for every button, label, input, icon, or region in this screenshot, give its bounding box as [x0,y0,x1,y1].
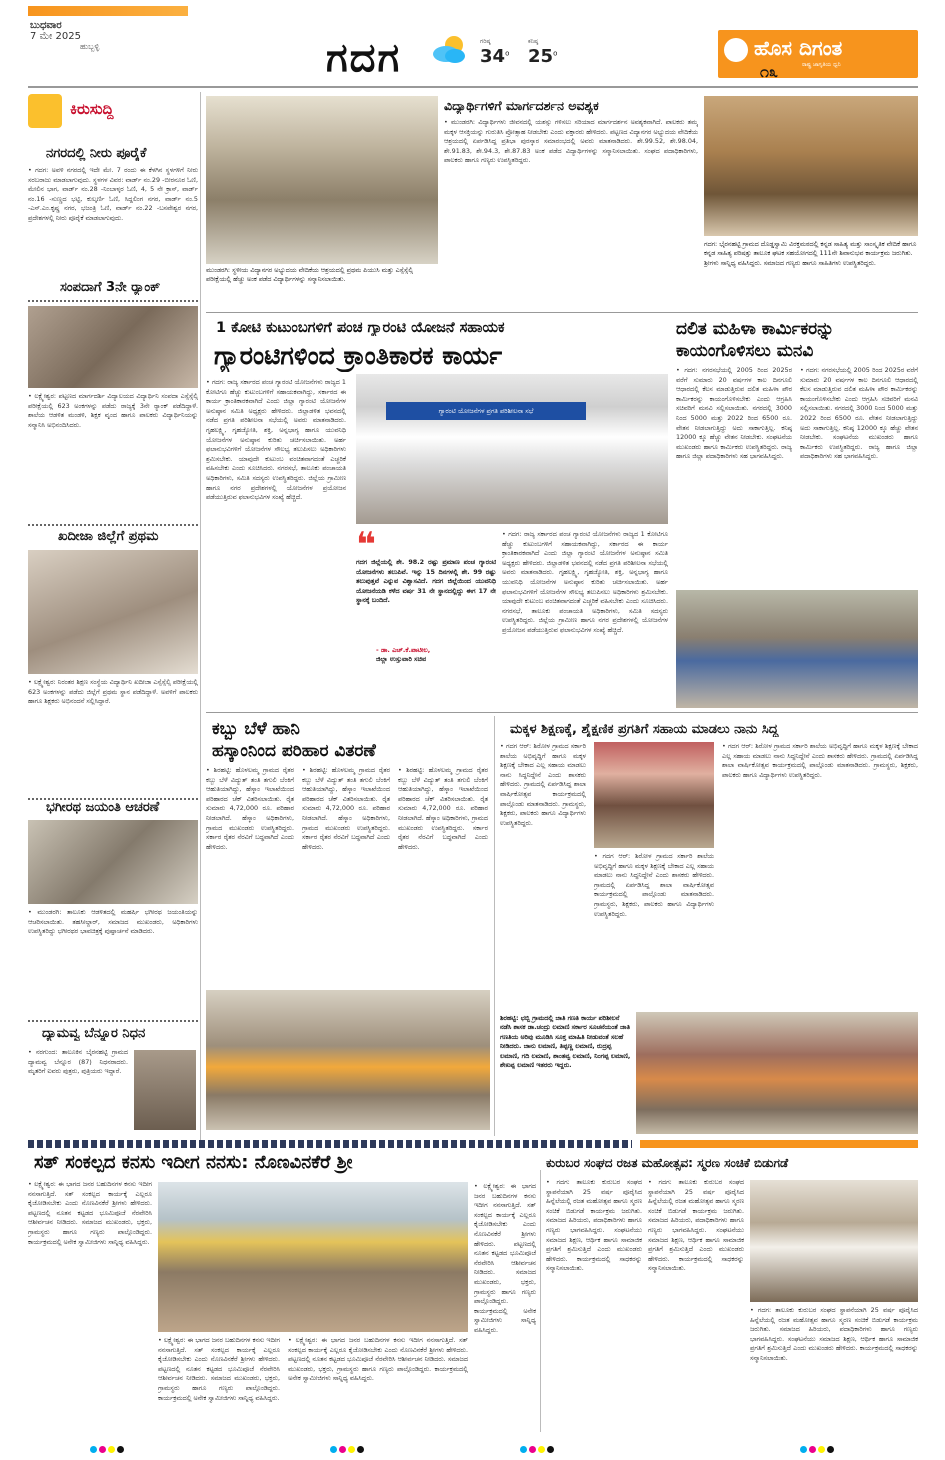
brand-name: ಹೊಸ ದಿಗಂತ [754,36,843,60]
registration-dots-left [90,1438,126,1457]
top-row-rule [206,312,918,313]
sankalpa-headline: ಸತ್ ಸಂಕಲ್ಪದ ಕನಸು ಇದೀಗ ನನಸು: ನೊಣವಿನಕೆರೆ ಶ್ರೀ [34,1152,353,1173]
lead-body-col2: • ಗದಗ: ರಾಜ್ಯ ಸರ್ಕಾರದ ಪಂಚ ಗ್ಯಾರಂಟಿ ಯೋಜನೆಗಳು ರಾಜ್ಯದ 1 ಕೋಟಿಗೂ ಹೆಚ್ಚು ಕುಟುಂಬಗಳಿಗೆ ಸಹಾಯಕವಾಗಿದ್ದು, ಸರ್ಕಾರದ ಈ ಕಾರ್ಯ ಕ್ರಾಂತಿಕಾರಕವಾಗಿದೆ ಎಂದು ಜಿಲ್ಲಾ ಗ್ಯಾರಂಟಿ ಯೋಜನೆಗಳ ಅನುಷ್ಠಾನ ಸಮಿತಿ ಅಧ್ಯಕ್ಷರು ಹೇಳಿದರು. ಜಿಲ್ಲಾಡಳಿತ ಭವನದಲ್ಲಿ ನಡೆದ ಪ್ರಗತಿ ಪರಿಶೀಲನಾ ಸಭೆಯಲ್ಲಿ ಅವರು ಮಾತನಾಡಿದರು. ಗೃಹಲಕ್ಷ್ಮಿ, ಗೃಹಜ್ಯೋತಿ, ಶಕ್ತಿ, ಅನ್ನಭಾಗ್ಯ ಹಾಗೂ ಯುವನಿಧಿ ಯೋಜನೆಗಳ ಅನುಷ್ಠಾನ ಕುರಿತು ಚರ್ಚಿಸಲಾಯಿತು. ಅರ್ಹ ಫಲಾನುಭವಿಗಳಿಗೆ ಯೋಜನೆಗಳ ಸೌಲಭ್ಯ ತಲುಪಿಸಲು ಅಧಿಕಾರಿಗಳು ಶ್ರಮಿಸಬೇಕು. ಯಾವುದೇ ಕುಟುಂಬ ವಂಚಿತವಾಗದಂತೆ ಎಚ್ಚರಿಕೆ ವಹಿಸಬೇಕು ಎಂದು ಸೂಚಿಸಿದರು. ನಗರಸಭೆ, ತಾಲೂಕು ಪಂಚಾಯತಿ ಅಧಿಕಾರಿಗಳು, ಸಮಿತಿ ಸದಸ್ಯರು ಉಪಸ್ಥಿತರಿದ್ದರು. ಜಿಲ್ಲೆಯ ಗ್ರಾಮೀಣ ಹಾಗೂ ನಗರ ಪ್ರದೇಶಗಳಲ್ಲಿ ಯೋಜನೆಗಳ ಪ್ರಯೋಜನ ಪಡೆಯುತ್ತಿರುವ ಫಲಾನುಭವಿಗಳ ಸಂಖ್ಯೆ ಹೆಚ್ಚಿದೆ. [502,530,668,634]
quote-mark-icon: ❝ [356,525,376,565]
temp-min: ಕನಿಷ್ಠ 25$^o$ [528,38,558,67]
sun-cloud-icon [430,32,470,66]
workers-petition-photo [676,590,918,708]
shivanubhava-event-photo [704,96,918,236]
crop-loss-headline-line1: ಕಬ್ಬು ಬೆಳೆ ಹಾನಿ [212,719,300,739]
sidebar-photo-bhagiratha [28,820,198,904]
education-body-col3: • ಗದಗ ಆರ್: ಶಿರೋಳ ಗ್ರಾಮದ ಸರ್ಕಾರಿ ಶಾಲೆಯ ಅಭಿವೃದ್ಧಿಗೆ ಹಾಗೂ ಮಕ್ಕಳ ಶಿಕ್ಷಣಕ್ಕೆ ಬೇಕಾದ ಎಲ್ಲ ಸಹಾಯ ಮಾಡಲು ನಾನು ಸಿದ್ಧನಿದ್ದೇನೆ ಎಂದು ಶಾಸಕರು ಹೇಳಿದರು. ಗ್ರಾಮದಲ್ಲಿ ಏರ್ಪಡಿಸಿದ್ದ ಶಾಲಾ ವಾರ್ಷಿಕೋತ್ಸವ ಕಾರ್ಯಕ್ರಮದಲ್ಲಿ ಪಾಲ್ಗೊಂಡು ಮಾತನಾಡಿದರು. ಗ್ರಾಮಸ್ಥರು, ಶಿಕ್ಷಕರು, ಪಾಲಕರು ಹಾಗೂ ವಿದ್ಯಾರ್ಥಿಗಳು ಉಪಸ್ಥಿತರಿದ್ದರು. [722,742,918,779]
sidebar [28,92,198,1152]
sidebar-item-headline: ಭಗೀರಥ ಜಯಂತಿ ಆಚರಣೆ [46,800,160,815]
education-body-col2: • ಗದಗ ಆರ್: ಶಿರೋಳ ಗ್ರಾಮದ ಸರ್ಕಾರಿ ಶಾಲೆಯ ಅಭಿವೃದ್ಧಿಗೆ ಹಾಗೂ ಮಕ್ಕಳ ಶಿಕ್ಷಣಕ್ಕೆ ಬೇಕಾದ ಎಲ್ಲ ಸಹಾಯ ಮಾಡಲು ನಾನು ಸಿದ್ಧನಿದ್ದೇನೆ ಎಂದು ಶಾಸಕರು ಹೇಳಿದರು. ಗ್ರಾಮದಲ್ಲಿ ಏರ್ಪಡಿಸಿದ್ದ ಶಾಲಾ ವಾರ್ಷಿಕೋತ್ಸವ ಕಾರ್ಯಕ್ರಮದಲ್ಲಿ ಪಾಲ್ಗೊಂಡು ಮಾತನಾಡಿದರು. ಗ್ರಾಮಸ್ಥರು, ಶಿಕ್ಷಕರು, ಪಾಲಕರು ಹಾಗೂ ವಿದ್ಯಾರ್ಥಿಗಳು ಉಪಸ್ಥಿತರಿದ್ದರು. [594,852,714,918]
bottom-strip-right [640,1140,918,1148]
sidebar-item-headline: ಖದೀಜಾ ಜಿಲ್ಲೆಗೆ ಪ್ರಥಮ [58,529,159,544]
bottom-col-divider [540,1170,541,1432]
sankalpa-body-col4: • ಲಕ್ಷ್ಮೇಶ್ವರ: ಈ ಭಾಗದ ಜನರ ಬಹುದಿನಗಳ ಕನಸು ಇದೀಗ ನನಸಾಗುತ್ತಿದೆ. ಸತ್ ಸಂಕಲ್ಪದ ಕಾರ್ಯಕ್ಕೆ ಎಲ್ಲರೂ ಕೈಜೋಡಿಸಬೇಕು ಎಂದು ನೊಣವಿನಕೆರೆ ಶ್ರೀಗಳು ಹೇಳಿದರು. ಪಟ್ಟಣದಲ್ಲಿ ನೂತನ ಕಟ್ಟಡದ ಭೂಮಿಪೂಜೆ ನೆರವೇರಿಸಿ ಆಶೀರ್ವಚನ ನೀಡಿದರು. ಸಮಾಜದ ಮುಖಂಡರು, ಭಕ್ತರು, ಗ್ರಾಮಸ್ಥರು ಹಾಗೂ ಗಣ್ಯರು ಪಾಲ್ಗೊಂಡಿದ್ದರು. ಕಾರ್ಯಕ್ರಮದಲ್ಲಿ ಅನೇಕ ಸ್ವಾಮೀಜಿಗಳು ಸಾನ್ನಿಧ್ಯ ವಹಿಸಿದ್ದರು. [474,1182,536,1334]
sidebar-item-body: • ಲಕ್ಷ್ಮೇಶ್ವರ: ನಿರಂತರ ಶಿಕ್ಷಣ ಸಂಸ್ಥೆಯ ವಿದ್ಯಾರ್ಥಿನಿ ಖದೀಜಾ ಎಸ್ಸೆಸ್ಸೆಲ್ಸಿ ಪರೀಕ್ಷೆಯಲ್ಲಿ 623 ಅಂಕಗಳನ್ನು ಪಡೆದು ಜಿಲ್ಲೆಗೆ ಪ್ರಥಮ ಸ್ಥಾನ ಪಡೆದಿದ್ದಾಳೆ. ಅವಳಿಗೆ ಪಾಲಕರು ಹಾಗೂ ಶಿಕ್ಷಕರು ಅಭಿನಂದನೆ ಸಲ್ಲಿಸಿದ್ದಾರೆ. [28,678,198,706]
education-headline: ಮಕ್ಕಳ ಶಿಕ್ಷಣಕ್ಕೆ, ಶೈಕ್ಷಣಿಕ ಪ್ರಗತಿಗೆ ಸಹಾಯ ಮಾಡಲು ನಾನು ಸಿದ್ಧ [510,722,779,737]
date: 7 ಮೇ 2025 [30,31,81,42]
caste-census-photo [636,1012,918,1134]
sidebar-photo-sampada [28,306,198,388]
sidebar-item-body: • ಮುಂಡರಗಿ: ತಾಲೂಕು ಆಡಳಿತದಲ್ಲಿ ಮಹರ್ಷಿ ಭಗೀರಥ ಜಯಂತಿಯನ್ನು ಆಚರಿಸಲಾಯಿತು. ತಹಸೀಲ್ದಾರ್, ಸಮಾಜದ ಮುಖಂಡರು, ಅಧಿಕಾರಿಗಳು ಉಪಸ್ಥಿತರಿದ್ದು ಭಗೀರಥರ ಭಾವಚಿತ್ರಕ್ಕೆ ಪುಷ್ಪಾರ್ಚನೆ ಮಾಡಿದರು. [28,908,198,936]
students-group-photo [206,96,438,264]
quote-role: ಜಿಲ್ಲಾ ಉಸ್ತುವಾರಿ ಸಚಿವ [376,655,427,663]
quote-author: - ಡಾ. ಎಚ್.ಕೆ.ಪಾಟೀಲ, [376,646,431,654]
lead-kicker: 1 ಕೋಟಿ ಕುಟುಂಬಗಳಿಗೆ ಪಂಚ ಗ್ಯಾರಂಟಿ ಯೋಜನೆ ಸಹಾಯಕ [216,320,505,336]
bottom-strip-left [28,1140,632,1148]
masthead-rule [28,86,918,88]
guarantee-meeting-photo [356,374,668,524]
caste-census-caption: ಶಿರಹಟ್ಟಿ: ಛಬ್ಬಿ ಗ್ರಾಮದಲ್ಲಿ ಜಾತಿ ಗಣತಿ ಕಾರ್ಯ ಪರಿಶೀಲನೆ ನಡೆಸಿ ಶಾಸಕ ಡಾ.ಚಂದ್ರು ಲಮಾಣಿ ಸರ್ಕಾರ ಸೂಚನೆಯಂತೆ ಜಾತಿ ಗಣತಿಯ ಅರಿವು ಮೂಡಿಸಿ ಸೂಕ್ತ ಮಾಹಿತಿ ನೀಡುವಂತೆ ಸಲಹೆ ನೀಡಿದರು. ಜಾನು ಲಮಾಣಿ, ತಿಪ್ಪಣ್ಣ ಲಮಾಣಿ, ರುದ್ರಪ್ಪ ಲಮಾಣಿ, ಗದಿ ಲಮಾಣಿ, ಶಾಂತವ್ವ ಲಮಾಣಿ, ನಿಂಗಪ್ಪ ಲಮಾಣಿ, ಶೇಖಪ್ಪ ಲಮಾಣಿ ಇತರರು ಇದ್ದರು. [500,1014,631,1070]
souvenir-release-photo [750,1180,918,1302]
color-strip-right [880,30,916,78]
sidebar-divider [200,92,201,1142]
meeting-banner: ಗ್ಯಾರಂಟಿ ಯೋಜನೆಗಳ ಪ್ರಗತಿ ಪರಿಶೀಲನಾ ಸಭೆ [386,402,586,420]
sidebar-brand-title: ಕಿರುಸುದ್ದಿ [70,100,114,118]
sidebar-item-body: • ನರಗುಂದ: ತಾಲೂಕಿನ ಬೈರನಹಟ್ಟಿ ಗ್ರಾಮದ ದ್ಯಾಮವ್ವ ಬೆನ್ನೂರ (87) ನಿಧನರಾದರು. ಮೃತರಿಗೆ ಐವರು ಪುತ್ರರು, ಪುತ್ರಿಯರು ಇದ್ದಾರೆ. [28,1048,128,1076]
temp-max: ಗರಿಷ್ಠ 34$^o$ [480,38,510,67]
brand-tagline: ರಾಷ್ಟ್ರ ಜಾಗೃತಿಯ ಧ್ವನಿ [802,62,841,68]
right-body-col1: • ಗದಗ: ನಗರಸಭೆಯಲ್ಲಿ 2005 ರಿಂದ 2025ರ ವರೆಗೆ ಸುಮಾರು 20 ವರ್ಷಗಳ ಕಾಲ ದಿನಗೂಲಿ ಆಧಾರದಲ್ಲಿ ಕೆಲಸ ಮಾಡುತ್ತಿರುವ ದಲಿತ ಮಹಿಳಾ ಪೌರ ಕಾರ್ಮಿಕರನ್ನು ಕಾಯಂಗೊಳಿಸಬೇಕು ಎಂದು ಆಗ್ರಹಿಸಿ ಸಚಿವರಿಗೆ ಮನವಿ ಸಲ್ಲಿಸಲಾಯಿತು. ನಗರದಲ್ಲಿ 3000 ನಿಂದ 5000 ಮತ್ತು 2022 ರಿಂದ 6500 ರೂ. ವೇತನ ನೀಡಲಾಗುತ್ತಿದ್ದು ಅದು ಸಾಕಾಗುತ್ತಿಲ್ಲ. ಕನಿಷ್ಠ 12000 ಕ್ಕೂ ಹೆಚ್ಚು ವೇತನ ನೀಡಬೇಕು. ಸಂಘಟನೆಯ ಮುಖಂಡರು ಹಾಗೂ ಕಾರ್ಮಿಕರು ಉಪಸ್ಥಿತರಿದ್ದರು. ರಾಜ್ಯ ಹಾಗೂ ಜಿಲ್ಲಾ ಪದಾಧಿಕಾರಿಗಳು ಸಹ ಭಾಗವಹಿಸಿದ್ದರು. [676,366,792,461]
sidebar-photo-khadija [28,550,198,674]
sankalpa-body-col3: • ಲಕ್ಷ್ಮೇಶ್ವರ: ಈ ಭಾಗದ ಜನರ ಬಹುದಿನಗಳ ಕನಸು ಇದೀಗ ನನಸಾಗುತ್ತಿದೆ. ಸತ್ ಸಂಕಲ್ಪದ ಕಾರ್ಯಕ್ಕೆ ಎಲ್ಲರೂ ಕೈಜೋಡಿಸಬೇಕು ಎಂದು ನೊಣವಿನಕೆರೆ ಶ್ರೀಗಳು ಹೇಳಿದರು. ಪಟ್ಟಣದಲ್ಲಿ ನೂತನ ಕಟ್ಟಡದ ಭೂಮಿಪೂಜೆ ನೆರವೇರಿಸಿ ಆಶೀರ್ವಚನ ನೀಡಿದರು. ಸಮಾಜದ ಮುಖಂಡರು, ಭಕ್ತರು, ಗ್ರಾಮಸ್ಥರು ಹಾಗೂ ಗಣ್ಯರು ಪಾಲ್ಗೊಂಡಿದ್ದರು. ಕಾರ್ಯಕ್ರಮದಲ್ಲಿ ಅನೇಕ ಸ್ವಾಮೀಜಿಗಳು ಸಾನ್ನಿಧ್ಯ ವಹಿಸಿದ್ದರು. [288,1336,468,1383]
sidebar-item-body: • ಗದಗ: ಅವಳಿ ನಗರದಲ್ಲಿ ಇದೇ ಮೇ. 7 ರಂದು ಈ ಕೆಳಗಿನ ಸ್ಥಳಗಳಿಗೆ ನೀರು ಸರಬರಾಜು ಮಾಡಲಾಗುವುದು. ಸ್ಥಳಗಳ ವಿವರ: ವಾರ್ಡ್ ನಂ.29 -ಬೀರನೂರ ಓಣಿ, ಮೇಲಿನ ಭಾಗ, ವಾರ್ಡ್ ನಂ.28 -ನಿಂಬಾಳ್ಕರ ಓಣಿ, 4, 5 ನೇ ಕ್ರಾಸ್, ವಾರ್ಡ್ ನಂ.16 -ಸುಣ್ಣದ ಭಟ್ಟಿ, ಕುಲ್ಕರ್ಣಿ ಓಣಿ, ಸಿದ್ದಲಿಂಗ ನಗರ, ವಾರ್ಡ್ ನಂ.5 -ಎಸ್.ಎಂ.ಕೃಷ್ಣ ನಗರ, ಭಜಂತ್ರಿ ಓಣಿ, ವಾರ್ಡ್ ನಂ.22 -ಬಸವೇಶ್ವರ ನಗರ, ಪ್ರದೇಶಗಳಲ್ಲಿ ನೀರು ಪೂರೈಕೆ ಮಾಡಲಾಗುವುದು. [28,166,198,222]
mid-col-divider [494,716,495,1136]
school-event-photo [594,742,714,848]
crop-loss-body-col3: • ಶಿರಹಟ್ಟಿ: ಹೊಳಲಮ್ಮ ಗ್ರಾಮದ ರೈತರ ಕಬ್ಬು ಬೆಳೆ ವಿದ್ಯುತ್ ತಂತಿ ತಗುಲಿ ಬೆಂಕಿಗೆ ಆಹುತಿಯಾಗಿದ್ದು, ಹೆಸ್ಕಾಂ ಇಲಾಖೆಯಿಂದ ಪರಿಹಾರದ ಚೆಕ್ ವಿತರಿಸಲಾಯಿತು. ರೈತ ಸುಮಾರು 4,72,000 ರೂ. ಪರಿಹಾರ ನೀಡಲಾಗಿದೆ. ಹೆಸ್ಕಾಂ ಅಧಿಕಾರಿಗಳು, ಗ್ರಾಮದ ಮುಖಂಡರು ಉಪಸ್ಥಿತರಿದ್ದರು. ಸರ್ಕಾರ ರೈತರ ನೆರವಿಗೆ ಬದ್ಧವಾಗಿದೆ ಎಂದು ಹೇಳಿದರು. [398,766,488,851]
kuruba-headline: ಕುರುಬರ ಸಂಘದ ರಜತ ಮಹೋತ್ಸವ: ಸ್ಮರಣ ಸಂಚಿಕೆ ಬಿಡುಗಡೆ [546,1156,789,1170]
brand-logo-icon [724,38,748,62]
temp-min-value: 25 [528,46,554,67]
edition: ಹುಬ್ಬಳ್ಳಿ [80,42,100,51]
right-headline-line2: ಕಾಯಂಗೊಳಿಸಲು ಮನವಿ [676,341,814,361]
kuruba-body-col2: • ಗದಗ: ತಾಲೂಕು ಕುರುಬರ ಸಂಘದ ಸ್ಥಾಪನೆಯಾಗಿ 25 ವರ್ಷ ಪೂರೈಸಿದ ಹಿನ್ನೆಲೆಯಲ್ಲಿ ರಜತ ಮಹೋತ್ಸವ ಹಾಗೂ ಸ್ಮರಣ ಸಂಚಿಕೆ ಬಿಡುಗಡೆ ಕಾರ್ಯಕ್ರಮ ಜರುಗಿತು. ಸಮಾಜದ ಹಿರಿಯರು, ಪದಾಧಿಕಾರಿಗಳು ಹಾಗೂ ಗಣ್ಯರು ಭಾಗವಹಿಸಿದ್ದರು. ಸಂಘಟನೆಯು ಸಮಾಜದ ಶಿಕ್ಷಣ, ಆರ್ಥಿಕ ಹಾಗೂ ಸಾಮಾಜಿಕ ಪ್ರಗತಿಗೆ ಶ್ರಮಿಸುತ್ತಿದೆ ಎಂದು ಮುಖಂಡರು ಹೇಳಿದರು. ಕಾರ್ಯಕ್ರಮದಲ್ಲಿ ಸಾಧಕರನ್ನು ಸನ್ಮಾನಿಸಲಾಯಿತು. [648,1178,744,1273]
sidebar-item-body: • ಲಕ್ಷ್ಮೇಶ್ವರ: ಪಟ್ಟಣದ ಮಾರ್ಗದರ್ಶಿ ವಿದ್ಯಾಲಯದ ವಿದ್ಯಾರ್ಥಿನಿ ಸಂಪದಾ ಎಸ್ಸೆಸ್ಸೆಲ್ಸಿ ಪರೀಕ್ಷೆಯಲ್ಲಿ 623 ಅಂಕಗಳನ್ನು ಪಡೆದು ರಾಜ್ಯಕ್ಕೆ 3ನೇ ರ್‍ಯಾಂಕ್ ಪಡೆದಿದ್ದಾಳೆ. ಶಾಲೆಯ ಆಡಳಿತ ಮಂಡಳಿ, ಶಿಕ್ಷಕ ವೃಂದ ಹಾಗೂ ಪಾಲಕರು ವಿದ್ಯಾರ್ಥಿನಿಯನ್ನು ಸನ್ಮಾನಿಸಿ ಅಭಿನಂದಿಸಿದರು. [28,392,198,429]
kuruba-body-col1: • ಗದಗ: ತಾಲೂಕು ಕುರುಬರ ಸಂಘದ ಸ್ಥಾಪನೆಯಾಗಿ 25 ವರ್ಷ ಪೂರೈಸಿದ ಹಿನ್ನೆಲೆಯಲ್ಲಿ ರಜತ ಮಹೋತ್ಸವ ಹಾಗೂ ಸ್ಮರಣ ಸಂಚಿಕೆ ಬಿಡುಗಡೆ ಕಾರ್ಯಕ್ರಮ ಜರುಗಿತು. ಸಮಾಜದ ಹಿರಿಯರು, ಪದಾಧಿಕಾರಿಗಳು ಹಾಗೂ ಗಣ್ಯರು ಭಾಗವಹಿಸಿದ್ದರು. ಸಂಘಟನೆಯು ಸಮಾಜದ ಶಿಕ್ಷಣ, ಆರ್ಥಿಕ ಹಾಗೂ ಸಾಮಾಜಿಕ ಪ್ರಗತಿಗೆ ಶ್ರಮಿಸುತ್ತಿದೆ ಎಂದು ಮುಖಂಡರು ಹೇಳಿದರು. ಕಾರ್ಯಕ್ರಮದಲ್ಲಿ ಸಾಧಕರನ್ನು ಸನ್ಮಾನಿಸಲಾಯಿತು. [546,1178,642,1273]
crop-loss-headline-line2: ಹಸ್ಕಾಂನಿಂದ ಪರಿಹಾರ ವಿತರಣೆ [212,741,376,761]
sidebar-photo-obituary [134,1050,196,1130]
crop-loss-body-col1: • ಶಿರಹಟ್ಟಿ: ಹೊಳಲಮ್ಮ ಗ್ರಾಮದ ರೈತರ ಕಬ್ಬು ಬೆಳೆ ವಿದ್ಯುತ್ ತಂತಿ ತಗುಲಿ ಬೆಂಕಿಗೆ ಆಹುತಿಯಾಗಿದ್ದು, ಹೆಸ್ಕಾಂ ಇಲಾಖೆಯಿಂದ ಪರಿಹಾರದ ಚೆಕ್ ವಿತರಿಸಲಾಯಿತು. ರೈತ ಸುಮಾರು 4,72,000 ರೂ. ಪರಿಹಾರ ನೀಡಲಾಗಿದೆ. ಹೆಸ್ಕಾಂ ಅಧಿಕಾರಿಗಳು, ಗ್ರಾಮದ ಮುಖಂಡರು ಉಪಸ್ಥಿತರಿದ್ದರು. ಸರ್ಕಾರ ರೈತರ ನೆರವಿಗೆ ಬದ್ಧವಾಗಿದೆ ಎಂದು ಹೇಳಿದರು. [206,766,294,851]
color-strip-top [28,6,188,16]
sidebar-brand [28,92,198,132]
city-title: ಗದಗ [326,35,402,81]
right-headline-line1: ದಲಿತ ಮಹಿಳಾ ಕಾರ್ಮಿಕರನ್ನು [676,319,835,339]
guidance-headline: ವಿದ್ಯಾರ್ಥಿಗಳಿಗೆ ಮಾರ್ಗದರ್ಶನ ಅವಶ್ಯಕ [444,98,599,113]
students-photo-caption: ಮುಂಡರಗಿ: ಸ್ಥಳೀಯ ವಿದ್ಯಾನಗರ ಅಭ್ಯುದಯ ವೇದಿಕೆಯ ಆಶ್ರಯದಲ್ಲಿ ಪ್ರಥಮ ಪಿಯುಸಿ ಮತ್ತು ಎಸ್ಸೆಸ್ಸೆಲ್ಸಿ ಪರೀಕ್ಷೆಯಲ್ಲಿ ಹೆಚ್ಚು ಅಂಕ ಪಡೆದ ವಿದ್ಯಾರ್ಥಿಗಳನ್ನು ಸನ್ಮಾನಿಸಲಾಯಿತು. [206,266,413,284]
compensation-photo [206,990,490,1130]
sankalpa-body-col2: • ಲಕ್ಷ್ಮೇಶ್ವರ: ಈ ಭಾಗದ ಜನರ ಬಹುದಿನಗಳ ಕನಸು ಇದೀಗ ನನಸಾಗುತ್ತಿದೆ. ಸತ್ ಸಂಕಲ್ಪದ ಕಾರ್ಯಕ್ಕೆ ಎಲ್ಲರೂ ಕೈಜೋಡಿಸಬೇಕು ಎಂದು ನೊಣವಿನಕೆರೆ ಶ್ರೀಗಳು ಹೇಳಿದರು. ಪಟ್ಟಣದಲ್ಲಿ ನೂತನ ಕಟ್ಟಡದ ಭೂಮಿಪೂಜೆ ನೆರವೇರಿಸಿ ಆಶೀರ್ವಚನ ನೀಡಿದರು. ಸಮಾಜದ ಮುಖಂಡರು, ಭಕ್ತರು, ಗ್ರಾಮಸ್ಥರು ಹಾಗೂ ಗಣ್ಯರು ಪಾಲ್ಗೊಂಡಿದ್ದರು. ಕಾರ್ಯಕ್ರಮದಲ್ಲಿ ಅನೇಕ ಸ್ವಾಮೀಜಿಗಳು ಸಾನ್ನಿಧ್ಯ ವಹಿಸಿದ್ದರು. [158,1336,280,1402]
weekday: ಬುಧವಾರ [30,20,62,31]
lead-quote: ಗದಗ ಜಿಲ್ಲೆಯಲ್ಲಿ ಶೇ. 98.2 ರಷ್ಟು ಪ್ರಮಾಣ ಪಂಚ ಗ್ಯಾರಂಟಿ ಯೋಜನೆಗಳು ತಲುಪಿವೆ. ಇನ್ನು 15 ದಿನಗಳಲ್ಲಿ ಶೇ. 99 ರಷ್ಟು ತಲುಪುತ್ತವೆ ಎನ್ನುವ ವಿಶ್ವಾಸವಿದೆ. ಗದಗ ಜಿಲ್ಲೆಯಿಂದ ಯುವನಿಧಿ ಯೋಜನೆಯಡಿ ಕಳೆದ ವರ್ಷ 31 ನೇ ಸ್ಥಾನದಲ್ಲಿದ್ದು ಈಗ 17 ನೇ ಸ್ಥಾನಕ್ಕೆ ಬಂದಿದೆ. [356,558,496,605]
sankalpa-body-col1: • ಲಕ್ಷ್ಮೇಶ್ವರ: ಈ ಭಾಗದ ಜನರ ಬಹುದಿನಗಳ ಕನಸು ಇದೀಗ ನನಸಾಗುತ್ತಿದೆ. ಸತ್ ಸಂಕಲ್ಪದ ಕಾರ್ಯಕ್ಕೆ ಎಲ್ಲರೂ ಕೈಜೋಡಿಸಬೇಕು ಎಂದು ನೊಣವಿನಕೆರೆ ಶ್ರೀಗಳು ಹೇಳಿದರು. ಪಟ್ಟಣದಲ್ಲಿ ನೂತನ ಕಟ್ಟಡದ ಭೂಮಿಪೂಜೆ ನೆರವೇರಿಸಿ ಆಶೀರ್ವಚನ ನೀಡಿದರು. ಸಮಾಜದ ಮುಖಂಡರು, ಭಕ್ತರು, ಗ್ರಾಮಸ್ಥರು ಹಾಗೂ ಗಣ್ಯರು ಪಾಲ್ಗೊಂಡಿದ್ದರು. ಕಾರ್ಯಕ್ರಮದಲ್ಲಿ ಅನೇಕ ಸ್ವಾಮೀಜಿಗಳು ಸಾನ್ನಿಧ್ಯ ವಹಿಸಿದ್ದರು. [28,1180,152,1246]
right-body-col2: • ಗದಗ: ನಗರಸಭೆಯಲ್ಲಿ 2005 ರಿಂದ 2025ರ ವರೆಗೆ ಸುಮಾರು 20 ವರ್ಷಗಳ ಕಾಲ ದಿನಗೂಲಿ ಆಧಾರದಲ್ಲಿ ಕೆಲಸ ಮಾಡುತ್ತಿರುವ ದಲಿತ ಮಹಿಳಾ ಪೌರ ಕಾರ್ಮಿಕರನ್ನು ಕಾಯಂಗೊಳಿಸಬೇಕು ಎಂದು ಆಗ್ರಹಿಸಿ ಸಚಿವರಿಗೆ ಮನವಿ ಸಲ್ಲಿಸಲಾಯಿತು. ನಗರದಲ್ಲಿ 3000 ನಿಂದ 5000 ಮತ್ತು 2022 ರಿಂದ 6500 ರೂ. ವೇತನ ನೀಡಲಾಗುತ್ತಿದ್ದು ಅದು ಸಾಕಾಗುತ್ತಿಲ್ಲ. ಕನಿಷ್ಠ 12000 ಕ್ಕೂ ಹೆಚ್ಚು ವೇತನ ನೀಡಬೇಕು. ಸಂಘಟನೆಯ ಮುಖಂಡರು ಹಾಗೂ ಕಾರ್ಮಿಕರು ಉಪಸ್ಥಿತರಿದ್ದರು. ರಾಜ್ಯ ಹಾಗೂ ಜಿಲ್ಲಾ ಪದಾಧಿಕಾರಿಗಳು ಸಹ ಭಾಗವಹಿಸಿದ್ದರು. [800,366,918,461]
registration-dots-center [520,1438,556,1457]
registration-dots-mid [330,1438,366,1457]
mid-row-rule [206,712,918,713]
education-body-col1: • ಗದಗ ಆರ್: ಶಿರೋಳ ಗ್ರಾಮದ ಸರ್ಕಾರಿ ಶಾಲೆಯ ಅಭಿವೃದ್ಧಿಗೆ ಹಾಗೂ ಮಕ್ಕಳ ಶಿಕ್ಷಣಕ್ಕೆ ಬೇಕಾದ ಎಲ್ಲ ಸಹಾಯ ಮಾಡಲು ನಾನು ಸಿದ್ಧನಿದ್ದೇನೆ ಎಂದು ಶಾಸಕರು ಹೇಳಿದರು. ಗ್ರಾಮದಲ್ಲಿ ಏರ್ಪಡಿಸಿದ್ದ ಶಾಲಾ ವಾರ್ಷಿಕೋತ್ಸವ ಕಾರ್ಯಕ್ರಮದಲ್ಲಿ ಪಾಲ್ಗೊಂಡು ಮಾತನಾಡಿದರು. ಗ್ರಾಮಸ್ಥರು, ಶಿಕ್ಷಕರು, ಪಾಲಕರು ಹಾಗೂ ವಿದ್ಯಾರ್ಥಿಗಳು ಉಪಸ್ಥಿತರಿದ್ದರು. [500,742,586,827]
lead-quote-box [356,525,496,664]
kuruba-body-col3: • ಗದಗ: ತಾಲೂಕು ಕುರುಬರ ಸಂಘದ ಸ್ಥಾಪನೆಯಾಗಿ 25 ವರ್ಷ ಪೂರೈಸಿದ ಹಿನ್ನೆಲೆಯಲ್ಲಿ ರಜತ ಮಹೋತ್ಸವ ಹಾಗೂ ಸ್ಮರಣ ಸಂಚಿಕೆ ಬಿಡುಗಡೆ ಕಾರ್ಯಕ್ರಮ ಜರುಗಿತು. ಸಮಾಜದ ಹಿರಿಯರು, ಪದಾಧಿಕಾರಿಗಳು ಹಾಗೂ ಗಣ್ಯರು ಭಾಗವಹಿಸಿದ್ದರು. ಸಂಘಟನೆಯು ಸಮಾಜದ ಶಿಕ್ಷಣ, ಆರ್ಥಿಕ ಹಾಗೂ ಸಾಮಾಜಿಕ ಪ್ರಗತಿಗೆ ಶ್ರಮಿಸುತ್ತಿದೆ ಎಂದು ಮುಖಂಡರು ಹೇಳಿದರು. ಕಾರ್ಯಕ್ರಮದಲ್ಲಿ ಸಾಧಕರನ್ನು ಸನ್ಮಾನಿಸಲಾಯಿತು. [750,1306,918,1362]
masthead [0,0,945,100]
date-block [30,20,170,52]
sidebar-item-headline: ಸಂಪದಾಗೆ 3ನೇ ರ್‍ಯಾಂಕ್ [60,280,161,295]
lead-body-col1: • ಗದಗ: ರಾಜ್ಯ ಸರ್ಕಾರದ ಪಂಚ ಗ್ಯಾರಂಟಿ ಯೋಜನೆಗಳು ರಾಜ್ಯದ 1 ಕೋಟಿಗೂ ಹೆಚ್ಚು ಕುಟುಂಬಗಳಿಗೆ ಸಹಾಯಕವಾಗಿದ್ದು, ಸರ್ಕಾರದ ಈ ಕಾರ್ಯ ಕ್ರಾಂತಿಕಾರಕವಾಗಿದೆ ಎಂದು ಜಿಲ್ಲಾ ಗ್ಯಾರಂಟಿ ಯೋಜನೆಗಳ ಅನುಷ್ಠಾನ ಸಮಿತಿ ಅಧ್ಯಕ್ಷರು ಹೇಳಿದರು. ಜಿಲ್ಲಾಡಳಿತ ಭವನದಲ್ಲಿ ನಡೆದ ಪ್ರಗತಿ ಪರಿಶೀಲನಾ ಸಭೆಯಲ್ಲಿ ಅವರು ಮಾತನಾಡಿದರು. ಗೃಹಲಕ್ಷ್ಮಿ, ಗೃಹಜ್ಯೋತಿ, ಶಕ್ತಿ, ಅನ್ನಭಾಗ್ಯ ಹಾಗೂ ಯುವನಿಧಿ ಯೋಜನೆಗಳ ಅನುಷ್ಠಾನ ಕುರಿತು ಚರ್ಚಿಸಲಾಯಿತು. ಅರ್ಹ ಫಲಾನುಭವಿಗಳಿಗೆ ಯೋಜನೆಗಳ ಸೌಲಭ್ಯ ತಲುಪಿಸಲು ಅಧಿಕಾರಿಗಳು ಶ್ರಮಿಸಬೇಕು. ಯಾವುದೇ ಕುಟುಂಬ ವಂಚಿತವಾಗದಂತೆ ಎಚ್ಚರಿಕೆ ವಹಿಸಬೇಕು ಎಂದು ಸೂಚಿಸಿದರು. ನಗರಸಭೆ, ತಾಲೂಕು ಪಂಚಾಯತಿ ಅಧಿಕಾರಿಗಳು, ಸಮಿತಿ ಸದಸ್ಯರು ಉಪಸ್ಥಿತರಿದ್ದರು. ಜಿಲ್ಲೆಯ ಗ್ರಾಮೀಣ ಹಾಗೂ ನಗರ ಪ್ರದೇಶಗಳಲ್ಲಿ ಯೋಜನೆಗಳ ಪ್ರಯೋಜನ ಪಡೆಯುತ್ತಿರುವ ಫಲಾನುಭವಿಗಳ ಸಂಖ್ಯೆ ಹೆಚ್ಚಿದೆ. [206,378,346,502]
hand-point-icon [28,94,62,128]
temp-max-value: 34 [480,46,506,67]
groundbreaking-photo [158,1182,468,1332]
guidance-body: • ಮುಂಡರಗಿ: ವಿದ್ಯಾರ್ಥಿಗಳು ಜೀವನದಲ್ಲಿ ಯಶಸ್ಸು ಗಳಿಸಲು ಸರಿಯಾದ ಮಾರ್ಗದರ್ಶನ ಅವಶ್ಯಕವಾಗಿದೆ. ಪಾಲಕರು ತಮ್ಮ ಮಕ್ಕಳ ಆಸಕ್ತಿಯನ್ನು ಗುರುತಿಸಿ ಪ್ರೋತ್ಸಾಹ ನೀಡಬೇಕು ಎಂದು ವಕ್ತಾರರು ಹೇಳಿದರು. ಪಟ್ಟಣದ ವಿದ್ಯಾನಗರ ಅಭ್ಯುದಯ ವೇದಿಕೆಯ ಆಶ್ರಯದಲ್ಲಿ ಏರ್ಪಡಿಸಿದ್ದ ಪ್ರತಿಭಾ ಪುರಸ್ಕಾರ ಸಮಾರಂಭದಲ್ಲಿ ಅವರು ಮಾತನಾಡಿದರು. ಶೇ.99.52, ಶೇ.98.04, ಶೇ.91.83, ಶೇ.94.3, ಶೇ.87.83 ಅಂಕ ಪಡೆದ ವಿದ್ಯಾರ್ಥಿಗಳನ್ನು ಸನ್ಮಾನಿಸಲಾಯಿತು. ಸಂಘದ ಪದಾಧಿಕಾರಿಗಳು, ಪಾಲಕರು ಹಾಗೂ ಗಣ್ಯರು ಉಪಸ್ಥಿತರಿದ್ದರು. [444,118,698,165]
lead-headline: ಗ್ಯಾರಂಟಿಗಳಿಂದ ಕ್ರಾಂತಿಕಾರಕ ಕಾರ್ಯ [214,341,503,370]
shivanubhava-caption: ಗದಗ: ಭೈರನಹಟ್ಟಿ ಗ್ರಾಮದ ದೊಡ್ಡಸ್ವಾಮಿ ವಿರಕ್ತಮಠದಲ್ಲಿ ಕನ್ನಡ ಸಾಹಿತ್ಯ ಮತ್ತು ಸಾಂಸ್ಕೃತಿಕ ವೇದಿಕೆ ಹಾಗೂ ಕನ್ನಡ ಸಾಹಿತ್ಯ ಪರಿಷತ್ತು ತಾಲೂಕ ಘಟಕ ಸಹಯೋಗದಲ್ಲಿ 111ನೇ ಶಿವಾನುಭವ ಕಾರ್ಯಕ್ರಮ ಜರುಗಿತು. ಶ್ರೀಗಳು ಸಾನ್ನಿಧ್ಯ ವಹಿಸಿದ್ದರು. ಸಮಾಜದ ಗಣ್ಯರು ಹಾಗೂ ಸಾಹಿತಿಗಳು ಉಪಸ್ಥಿತರಿದ್ದರು. [704,240,917,267]
sidebar-item-headline: ನಗರದಲ್ಲಿ ನೀರು ಪೂರೈಕೆ [46,146,147,161]
sidebar-item-headline: ದ್ಯಾಮವ್ವ ಬೆನ್ನೂರ ನಿಧನ [42,1026,146,1041]
crop-loss-body-col2: • ಶಿರಹಟ್ಟಿ: ಹೊಳಲಮ್ಮ ಗ್ರಾಮದ ರೈತರ ಕಬ್ಬು ಬೆಳೆ ವಿದ್ಯುತ್ ತಂತಿ ತಗುಲಿ ಬೆಂಕಿಗೆ ಆಹುತಿಯಾಗಿದ್ದು, ಹೆಸ್ಕಾಂ ಇಲಾಖೆಯಿಂದ ಪರಿಹಾರದ ಚೆಕ್ ವಿತರಿಸಲಾಯಿತು. ರೈತ ಸುಮಾರು 4,72,000 ರೂ. ಪರಿಹಾರ ನೀಡಲಾಗಿದೆ. ಹೆಸ್ಕಾಂ ಅಧಿಕಾರಿಗಳು, ಗ್ರಾಮದ ಮುಖಂಡರು ಉಪಸ್ಥಿತರಿದ್ದರು. ಸರ್ಕಾರ ರೈತರ ನೆರವಿಗೆ ಬದ್ಧವಾಗಿದೆ ಎಂದು ಹೇಳಿದರು. [302,766,390,851]
page-number: ೧೩ [760,62,778,81]
registration-dots-right [800,1438,836,1457]
